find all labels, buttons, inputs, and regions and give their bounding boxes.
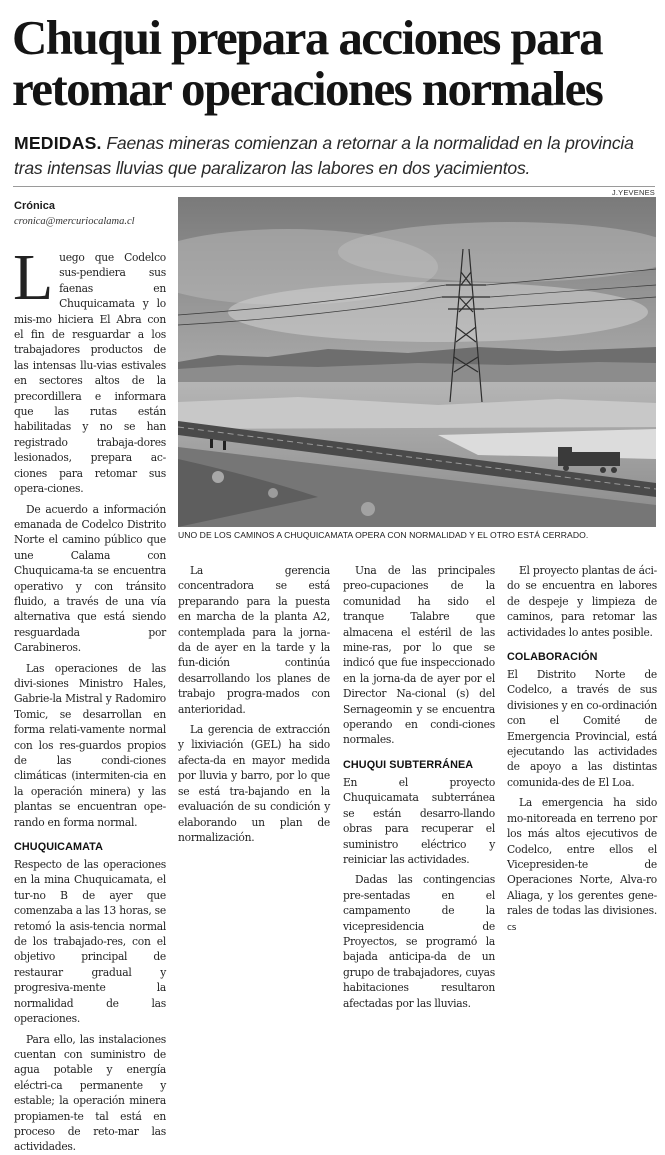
column-2 <box>178 563 330 850</box>
column-3 <box>343 563 495 1016</box>
photo-caption: UNO DE LOS CAMINOS A CHUQUICAMATA OPERA CON NORMALIDAD Y EL OTRO ESTÁ CERRADO. <box>178 530 589 540</box>
paragraph <box>507 795 657 936</box>
paragraph: El proyecto plantas de áci-do se encuentra en labores de despeje y limpieza de caminos, para retomar las actividades lo antes posible. <box>507 564 657 639</box>
byline-author: Crónica <box>14 200 55 212</box>
subhead-text: Faenas mineras comienzan a retornar a la normalidad en la provincia tras intensas lluvias que paralizaron las labores en dos yacimientos. <box>14 133 634 178</box>
section-heading: CHUQUICAMATA <box>14 841 103 854</box>
paragraph-text: La emergencia ha sido mo-nitoreada en terreno por los más altos ejecutivos de Codelco, entre ellos el Vicepresiden-te de Operaciones Norte, Alva-ro Aliaga, y los gerentes gene-rales de todas las divisiones. <box>507 796 657 918</box>
subhead-kicker: MEDIDAS. <box>14 133 102 153</box>
column-1 <box>13 241 166 1155</box>
paragraph: Las operaciones de las divi-siones Ministro Hales, Gabrie-la Mistral y Radomiro Tomic, se desarrollan en forma relati-vamente normal con los res-guardos propios de las condi-ciones climáticas (intermiten-cia en la operación minera) y las plantas se encuentran ope-rando en forma normal. <box>14 661 166 829</box>
article-photo <box>178 197 656 527</box>
paragraph: Para ello, las instalaciones cuentan con suministro de agua potable y energía eléctri-ca permanente y estable; la operación minera propiamen-te tal está en proceso de reto-mar las actividades. <box>14 1032 166 1154</box>
paragraph: Una de las principales preo-cupaciones de la comunidad ha sido el tranque Talabre que almacena el estéril de las mine-ras, por lo que se indicó que fue inspeccionado en la jorna-da de ayer por el Director Na-cional (s) del Sernageomin y se encuentra operando en condi-ciones normales. <box>343 564 495 747</box>
paragraph <box>13 241 166 497</box>
paragraph: De acuerdo a información emanada de Codelco Distrito Norte el camino público que une Calama con Chuquicama-ta se encuentra operativo y con tránsito fluido, a través de una vía alternativa que está siendo resguardada por Carabineros. <box>14 502 166 655</box>
dropcap: L <box>13 241 54 314</box>
end-mark: cs <box>507 922 517 933</box>
divider <box>13 186 655 187</box>
paragraph: La gerencia de extracción y lixiviación (GEL) ha sido afecta-da en mayor medida por lluvia y barro, por lo que se está tra-bajando en la evaluación de su condición y elaborando un plan de normalización. <box>178 723 330 844</box>
headline: Chuqui prepara acciones para retomar operaciones normales <box>12 10 603 116</box>
paragraph: Dadas las contingencias pre-sentadas en el campamento de la vicepresidencia de Proyectos, se programó la bajada anticipa-da de un grupo de trabajadores, cuyas habitaciones resultaron afectadas por las lluvias. <box>343 873 495 1010</box>
byline-email: cronica@mercuriocalama.cl <box>14 216 135 227</box>
paragraph: Respecto de las operaciones en la mina Chuquicamata, el tur-no B de ayer que comenzaba a las 13 horas, se retomó la asis-tencia normal de los trabajado-res, con el objetivo principal de restaurar gradual y progresiva-mente la normalidad de las operaciones. <box>14 858 166 1026</box>
paragraph: El Distrito Norte de Codelco, a través de sus divisiones y en co-ordinación con el Comité de Emergencia Provincial, está ejecutando las actividades de apoyo a las distintas comunida-des de El Loa. <box>507 668 657 789</box>
column-4 <box>507 563 657 941</box>
section-heading: COLABORACIÓN <box>507 651 598 664</box>
photo-credit: J.YEVENES <box>611 188 655 197</box>
section-heading: CHUQUI SUBTERRÁNEA <box>343 758 474 771</box>
subhead <box>14 131 659 181</box>
paragraph-text: uego que Codelco sus-pendiera sus faenas en Chuquicamata y lo mis-mo hiciera El Abra con el fin de resguardar a los trabajadores productos de las intensas llu-vias estivales en sectores altos de la precordillera e informara que las rutas están habilitadas y no se han registrado trabaja-dores lesionados, prepara ac-ciones para retomar sus opera-ciones. <box>14 251 166 496</box>
paragraph: La gerencia concentradora se está preparando para la puesta en marcha de la planta A2, contemplada para la jorna-da de ayer en la tarde y la fun-dición continúa desarrollando los planes de trabajo progra-mados con anterioridad. <box>178 564 330 716</box>
paragraph: En el proyecto Chuquicamata subterránea se están desarro-llando obras para recuperar el suministro eléctrico y reiniciar las actividades. <box>343 775 495 866</box>
